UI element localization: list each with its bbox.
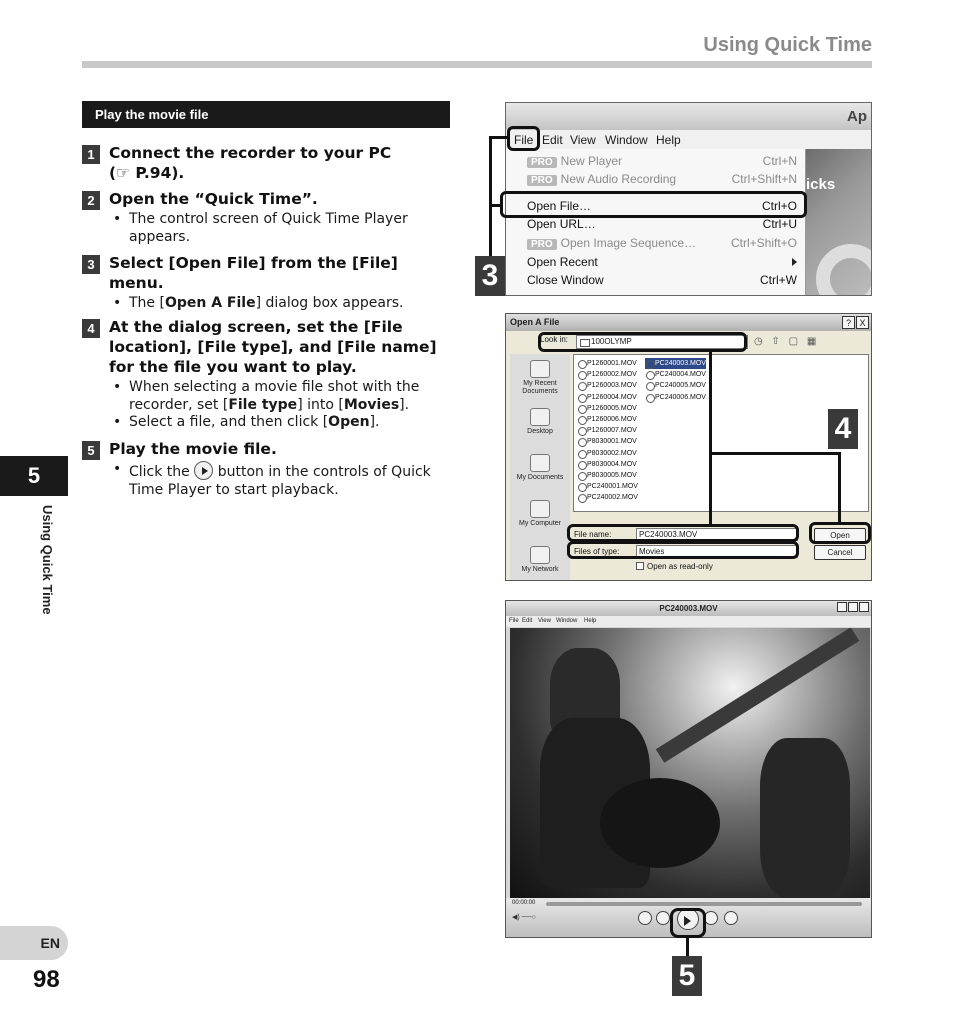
page-reference: (☞ P.94). [109,164,185,182]
file-item[interactable]: PC240005.MOV [645,380,706,391]
file-item[interactable]: P8030004.MOV [577,459,638,470]
step-heading: Connect the recorder to your PC (☞ P.94). [109,144,392,182]
step-4 [82,317,452,439]
step-number: 5 [82,441,100,460]
place-my-network[interactable]: My Network [510,546,570,574]
player-menubar: File Edit View Window Help [506,616,871,627]
file-name-label: File name: [574,530,612,539]
fast-forward-icon[interactable] [704,911,718,925]
file-item[interactable]: P1260007.MOV [577,425,638,436]
step-heading: At the dialog screen, set the [File location], [File type], and [File name] for the file you want to play. [109,318,437,376]
section-title: Play the movie file [82,101,450,128]
menu-file[interactable]: File [514,133,534,147]
menu-item-new-player[interactable]: PRO New Player Ctrl+N [527,152,797,170]
header-rule [82,61,872,68]
step-bullets [109,295,452,313]
scrubber-track[interactable] [546,902,862,906]
file-type-label: Files of type: [574,547,620,556]
place-my-documents[interactable]: My Documents [510,454,570,482]
time-display: 00:00:00 [512,900,536,906]
file-item[interactable]: P1260001.MOV [577,358,638,369]
file-column-1 [577,358,638,503]
step-bullets [109,461,452,499]
step-list [82,143,452,499]
open-button[interactable]: Open [814,528,866,543]
step-number: 3 [82,255,100,274]
step-number: 1 [82,145,100,164]
rewind-icon[interactable] [656,911,670,925]
step-3 [82,253,452,317]
cancel-button[interactable]: Cancel [814,545,866,560]
file-item[interactable]: P1260006.MOV [577,414,638,425]
file-item[interactable]: P1260003.MOV [577,380,638,391]
file-item[interactable]: PC240001.MOV [577,481,638,492]
toolbar-icons[interactable]: ◷ ⇧ ▢ ▦ [754,336,820,347]
menu-item-open-url[interactable]: Open URL… Ctrl+U [527,217,797,231]
menu-view[interactable]: View [570,133,596,147]
background-window: icks [806,149,872,296]
menubar [506,130,871,149]
help-button[interactable]: ? [842,316,855,329]
look-in-dropdown[interactable]: 100OLYMP [576,335,748,349]
menu-edit[interactable]: Edit [542,133,563,147]
dialog-titlebar: Open A File ? X [506,314,871,331]
go-to-start-icon[interactable] [638,911,652,925]
file-type-select[interactable]: Movies [636,545,798,558]
callout-3: 3 [475,256,505,296]
place-my-computer[interactable]: My Computer [510,500,570,528]
volume-icon[interactable]: ◀) ──○ [512,914,536,921]
step-bullets [109,211,452,246]
read-only-checkbox[interactable]: Open as read-only [636,562,713,571]
step-number: 4 [82,319,100,338]
menu-item-open-image-sequence[interactable]: PRO Open Image Sequence… Ctrl+Shift+O [527,234,797,252]
bullet-text: • Click the button in the controls of Quick Time Player to start playback. [109,461,452,499]
step-2 [82,189,452,253]
file-menu-dropdown [506,149,806,296]
chapter-number-tab: 5 [0,456,68,496]
place-desktop[interactable]: Desktop [510,408,570,436]
menu-help[interactable]: Help [656,133,681,147]
menu-item-open-recent[interactable]: Open Recent [527,253,797,271]
menu-item-open-file[interactable]: Open File… Ctrl+O [527,199,797,213]
bullet-text: • The control screen of Quick Time Player appears. [109,211,452,246]
file-list [573,354,869,512]
video-frame [510,628,870,898]
language-tab: EN [0,926,68,960]
highlight-open-file [500,191,807,218]
bullet-text: • When selecting a movie file shot with the recorder, set [File type] into [Movies]. [109,379,452,414]
file-column-2 [645,358,706,403]
highlight-open-button [809,522,871,544]
chapter-label: Using Quick Time [40,505,55,615]
callout-5: 5 [672,956,702,996]
file-item[interactable]: P8030001.MOV [577,436,638,447]
step-heading: Play the movie file. [109,440,277,458]
step-bullets [109,379,452,432]
screenshot-player [505,600,872,938]
bullet-text: • Select a file, and then click [Open]. [109,414,452,432]
play-icon [194,461,213,480]
highlight-file-type [567,541,799,559]
highlight-look-in [538,332,747,352]
look-in-label: Look in: [540,335,569,344]
go-to-end-icon[interactable] [724,911,738,925]
file-item[interactable]: P8030005.MOV [577,470,638,481]
file-name-input[interactable]: PC240003.MOV [636,528,798,541]
step-5 [82,439,452,499]
menu-window[interactable]: Window [605,133,648,147]
file-item[interactable]: P8030002.MOV [577,448,638,459]
step-heading: Open the “Quick Time”. [109,190,318,208]
file-item[interactable]: PC240002.MOV [577,492,638,503]
highlight-file-menu [507,126,540,151]
callout-4: 4 [828,409,858,449]
close-button[interactable]: X [856,316,869,329]
page-number: 98 [33,966,60,993]
file-item-selected[interactable]: PC240003.MOV [645,358,706,369]
file-item[interactable]: PC240006.MOV [645,392,706,403]
place-recent[interactable]: My Recent Documents [510,360,570,396]
menu-item-close-window[interactable]: Close Window Ctrl+W [527,273,797,287]
step-1 [82,143,452,187]
step-number: 2 [82,191,100,210]
menu-item-new-audio-recording[interactable]: PRO New Audio Recording Ctrl+Shift+N [527,170,797,188]
file-item[interactable]: PC240004.MOV [645,369,706,380]
submenu-arrow-icon [792,258,797,266]
highlight-play-button [670,908,706,938]
window-titlebar: Ap [506,103,871,130]
highlight-file-name [567,524,799,542]
page-header-title: Using Quick Time [703,34,872,56]
bullet-text: • The [Open A File] dialog box appears. [109,295,452,313]
file-item[interactable]: P1260005.MOV [577,403,638,414]
step-heading: Select [Open File] from the [File] menu. [109,254,398,292]
places-bar [510,354,570,580]
file-item[interactable]: P1260002.MOV [577,369,638,380]
player-titlebar: PC240003.MOV [506,601,871,616]
file-item[interactable]: P1260004.MOV [577,392,638,403]
